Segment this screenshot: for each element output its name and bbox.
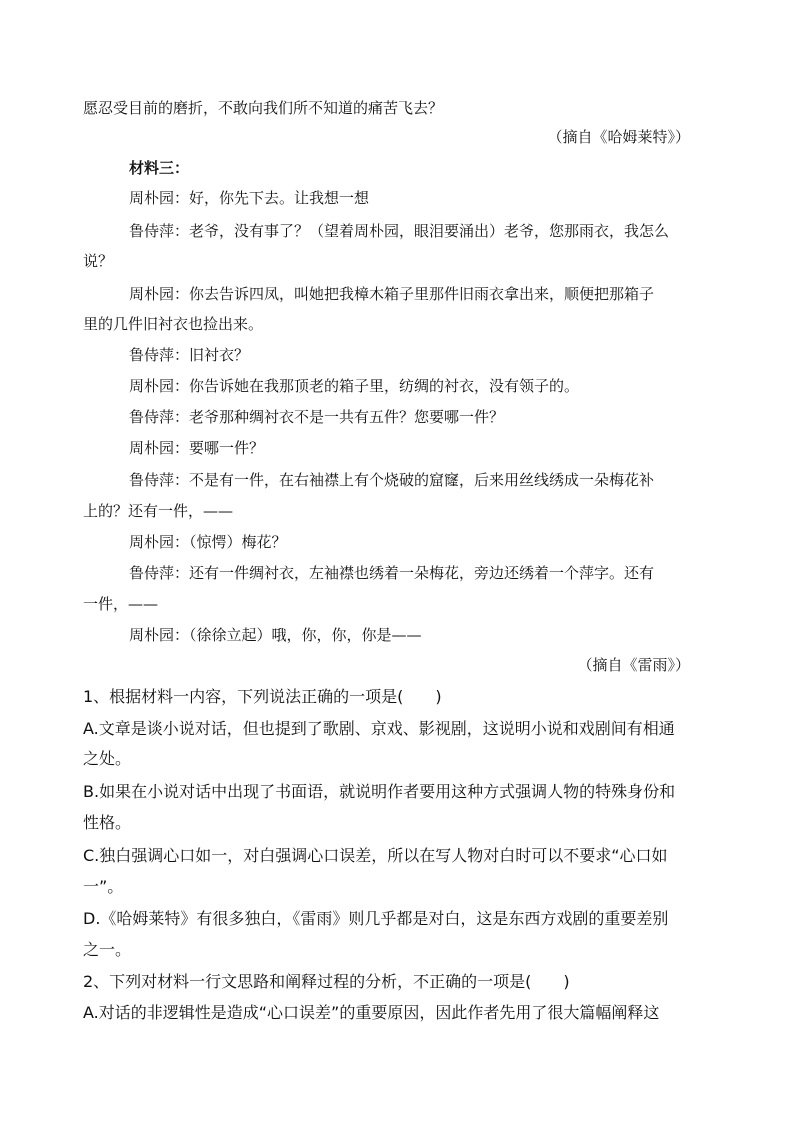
question-1-option: 之处。 [83, 749, 132, 768]
dialogue-line: 周朴园：要哪一件？ [129, 439, 265, 457]
dialogue-line: 周朴园：好，你先下去。让我想一想 [129, 189, 370, 207]
dialogue-line: 鲁侍萍：老爷那种绸衬衣不是一共有五件？您要哪一件？ [129, 408, 505, 426]
material3-source: （摘自《雷雨》） [577, 656, 690, 674]
question-1-option: C.独白强调心口如一，对白强调心口误差，所以在写人物对白时可以不要求“心口如 [83, 846, 668, 865]
dialogue-line: 周朴园：你去告诉四凤，叫她把我樟木箱子里那件旧雨衣拿出来，顺便把那箱子 [129, 285, 655, 303]
question-1-option: 性格。 [83, 813, 132, 832]
dialogue-line: 周朴园：（惊愕）梅花？ [129, 533, 287, 551]
dialogue-line: 里的几件旧衬衣也捡出来。 [83, 315, 264, 333]
question-1-option: 之一。 [83, 940, 132, 959]
question-1-option: A.文章是谈小说对话，但也提到了歌剧、京戏、影视剧，这说明小说和戏剧间有相通 [83, 719, 675, 738]
dialogue-line: 说？ [83, 252, 114, 270]
dialogue-line: 鲁侍萍：老爷，没有事了？（望着周朴园，眼泪要涌出）老爷，您那雨衣，我怎么 [129, 222, 670, 240]
question-2-stem: 2、下列对材料一行文思路和阐释过程的分析，不正确的一项是( ) [83, 972, 570, 991]
dialogue-line: 一件，—— [83, 595, 159, 613]
material2-source: （摘自《哈姆莱特》） [547, 128, 690, 146]
dialogue-line: 周朴园：（徐徐立起）哦，你，你，你是—— [129, 626, 422, 644]
dialogue-line: 周朴园：你告诉她在我那顶老的箱子里，纺绸的衬衣，没有领子的。 [129, 377, 580, 395]
dialogue-line: 鲁侍萍：还有一件绸衬衣，左袖襟也绣着一朵梅花，旁边还绣着一个萍字。还有 [129, 564, 655, 582]
material3-heading: 材料三： [129, 159, 190, 177]
question-2-option: A.对话的非逻辑性是造成“心口误差”的重要原因，因此作者先用了很大篇幅阐释这 [83, 1003, 660, 1022]
material2-tail-line: 愿忍受目前的磨折，不敢向我们所不知道的痛苦飞去？ [83, 99, 444, 117]
dialogue-line: 上的？还有一件，—— [83, 502, 234, 520]
question-1-option: D.《哈姆莱特》有很多独白，《雷雨》则几乎都是对白，这是东西方戏剧的重要差别 [83, 909, 669, 928]
dialogue-line: 鲁侍萍：旧衬衣？ [129, 346, 250, 364]
question-1-option: B.如果在小说对话中出现了书面语，就说明作者要用这种方式强调人物的特殊身份和 [83, 782, 676, 801]
dialogue-line: 鲁侍萍：不是有一件，在右袖襟上有个烧破的窟窿，后来用丝线绣成一朵梅花补 [129, 471, 655, 489]
question-1-option: 一”。 [83, 877, 124, 896]
question-1-stem: 1、根据材料一内容，下列说法正确的一项是( ) [83, 687, 442, 706]
